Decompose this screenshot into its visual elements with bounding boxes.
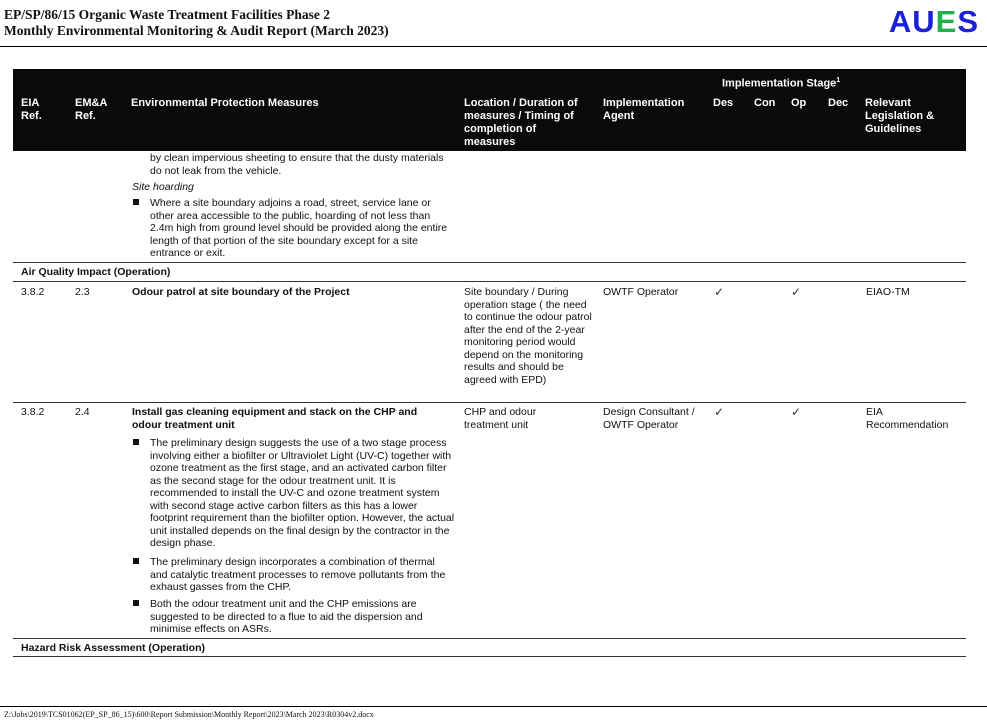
report-title-line2: Monthly Environmental Monitoring & Audit Report (March 2023) [4, 23, 389, 38]
aues-logo: AUES [888, 4, 979, 39]
eia-ref: 3.8.2 [21, 406, 45, 418]
col-dec: Dec [828, 97, 849, 109]
eia-ref: 3.8.2 [21, 286, 45, 298]
col-ema-ref: EM&A Ref. [75, 97, 107, 122]
ema-ref: 2.3 [75, 286, 90, 298]
location: Site boundary / During operation stage ( the need to continue the odour patrol after the end of the 2-year monitoring period would depend on the monitoring results and should be agreed with EPD) [464, 286, 592, 386]
table-header [13, 69, 966, 151]
ema-ref: 2.4 [75, 406, 90, 418]
bullet-item: Both the odour treatment unit and the CHP emissions are suggested to be directed to a flue to aid the dispersion and minimise effects on ASRs. [150, 598, 423, 635]
des-check-icon: ✓ [714, 285, 725, 299]
legislation: EIAO-TM [866, 286, 910, 298]
col-eia-ref: EIA Ref. [21, 97, 42, 122]
op-check-icon: ✓ [791, 405, 802, 419]
agent: Design Consultant / OWTF Operator [603, 406, 695, 431]
col-agent: Implementation Agent [603, 97, 685, 122]
op-check-icon: ✓ [791, 285, 802, 299]
footer-divider [0, 706, 987, 707]
bullet-icon [133, 558, 139, 564]
agent: OWTF Operator [603, 286, 679, 298]
legislation: EIA Recommendation [866, 406, 949, 431]
measure-title: Install gas cleaning equipment and stack on the CHP and odour treatment unit [132, 406, 418, 431]
file-path-footer: Z:\Jobs\2019\TCS01062(EP_SP_86_15)\600\Report Submission\Monthly Report\2023\March 2023\R0304v2.docx [4, 710, 374, 719]
col-measures: Environmental Protection Measures [131, 97, 319, 109]
col-op: Op [791, 97, 807, 109]
row-divider [13, 281, 966, 282]
bullet-icon [133, 199, 139, 205]
site-hoarding-bullet: Where a site boundary adjoins a road, street, service lane or other area accessible to the public, hoarding of not less than 2.4m high from ground level should be provided along the entire length of that portion of the site boundary except for a site entrance or exit. [150, 197, 448, 259]
bullet-item: The preliminary design incorporates a combination of thermal and catalytic treatment processes to remove pollutants from the exhaust gasses from the CHP. [150, 556, 446, 593]
location: CHP and odour treatment unit [464, 406, 537, 431]
col-legislation: Relevant Legislation & Guidelines [865, 97, 935, 135]
section-hazard-risk: Hazard Risk Assessment (Operation) [21, 642, 206, 654]
bullet-icon [133, 439, 139, 445]
col-implementation-stage: Implementation Stage$^1$ [722, 77, 841, 90]
header-divider [0, 46, 987, 47]
row-divider [13, 638, 966, 639]
report-title-line1: EP/SP/86/15 Organic Waste Treatment Facilities Phase 2 [4, 7, 330, 22]
site-hoarding-subhead: Site hoarding [132, 181, 194, 193]
section-air-quality: Air Quality Impact (Operation) [21, 266, 171, 278]
col-con: Con [754, 97, 776, 109]
report-header [4, 7, 389, 39]
col-des: Des [713, 97, 734, 109]
measure-title: Odour patrol at site boundary of the Project [132, 286, 350, 298]
row-divider [13, 402, 966, 403]
des-check-icon: ✓ [714, 405, 725, 419]
bullet-icon [133, 600, 139, 606]
continued-text: by clean impervious sheeting to ensure that the dusty materials do not leak from the vehicle. [150, 152, 444, 177]
row-divider [13, 656, 966, 657]
col-location: Location / Duration of measures / Timing of completion of measures [464, 97, 578, 148]
row-divider [13, 262, 966, 263]
bullet-item: The preliminary design suggests the use of a two stage process involving either a biofilter or Ultraviolet Light (UV-C) together with ozone treatment as the first stage, and an activated carbon filter as the second stage for the odour treatment unit. It is recommended to install the UV-C and ozone treatment system with second stage active carbon filters as this has a lower footprint requirement than the biofilter option. However, the actual unit installed depends on the final design by the contractor in the design phase. [150, 437, 455, 549]
